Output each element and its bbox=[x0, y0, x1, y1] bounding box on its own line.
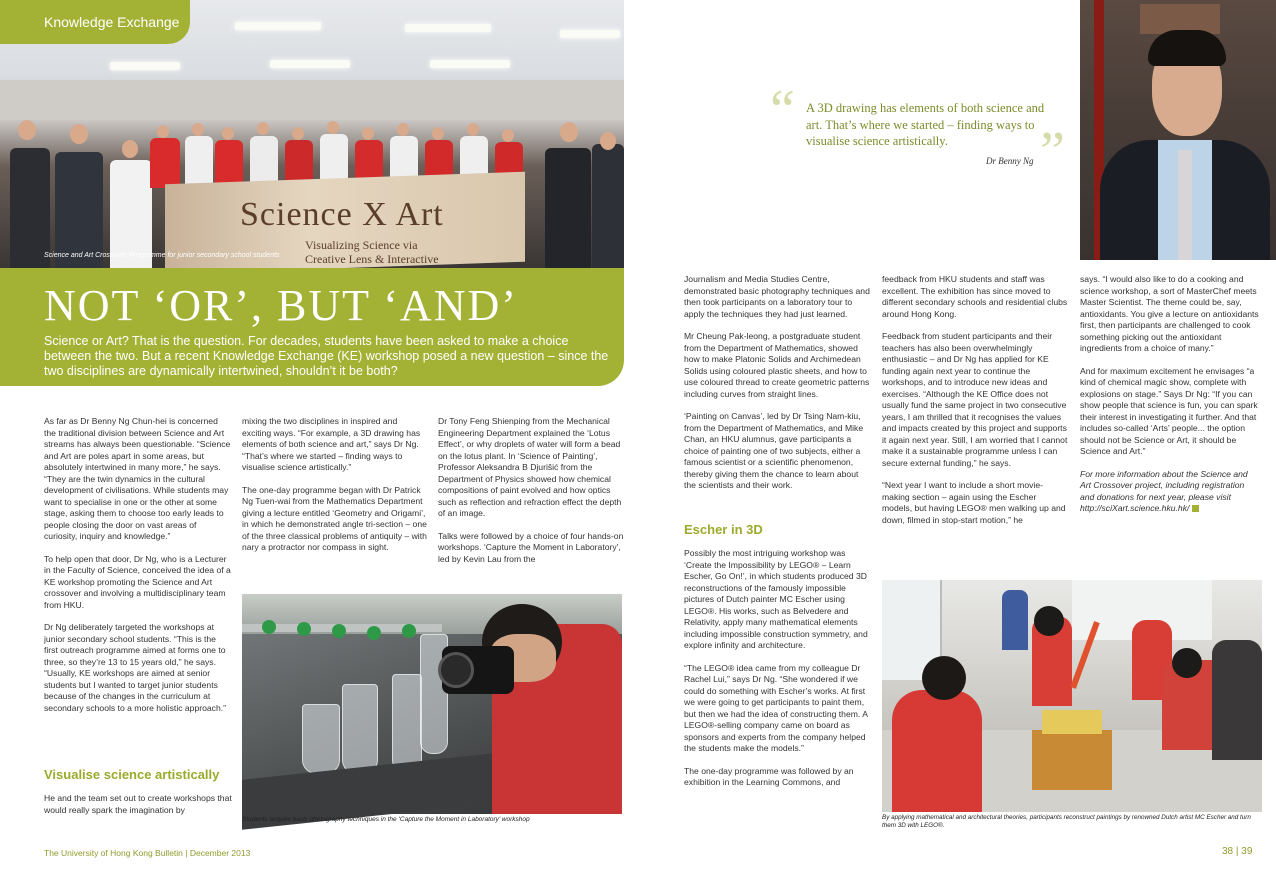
paragraph: Dr Tony Feng Shienping from the Mechanical Engineering Department explained the ‘Lotus Effect’, or why droplets of water will form a bead on the lotus plant. In ‘Science of Painting’, Professor Aleksandra B Djurišić from the Department of Physics showed how chemical compositions of paint evolved and how optics such as reflection and refraction effect the depth of an image. bbox=[438, 416, 622, 518]
page-numbers: 38 | 39 bbox=[1222, 846, 1253, 857]
pull-quote-attribution: Dr Benny Ng bbox=[986, 156, 1034, 166]
lab-photo bbox=[242, 594, 622, 814]
pull-quote: A 3D drawing has elements of both science and art. That’s where we started – finding ways to visualise science artistically. bbox=[806, 101, 1045, 148]
body-column-5 bbox=[882, 274, 1068, 537]
body-column-1 bbox=[44, 416, 232, 725]
lego-workshop-photo bbox=[882, 580, 1262, 812]
paragraph: “Next year I want to include a short movie-making section – again using the Escher models, but having LEGO® men walking up and down, filmed in stop-start motion,” he bbox=[882, 480, 1066, 525]
article-standfirst: Science or Art? That is the question. For decades, students have been asked to make a choice between the two. But a recent Knowledge Exchange (KE) workshop posed a new question – since the two disciplines are dynamically intertwined, shouldn’t it be both? bbox=[44, 334, 609, 378]
paragraph: And for maximum excitement he envisages “a kind of chemical magic show, complete with explosions on stage.” Says Dr Ng: “If you can show people that science is fun, you can spark their interest in investigating it further. And that includes so-called ‘Arts’ people... the option should not be Science or Art, it should be Science and Art.” bbox=[1080, 365, 1258, 456]
lego-workshop-caption: By applying mathematical and architectural theories, participants reconstruct paintings by renowned Dutch artist MC Escher and turn them 3D with LEGO®. bbox=[882, 814, 1251, 829]
paragraph: Talks were followed by a choice of four hands-on workshops. ‘Capture the Moment in Laboratory’, led by Kevin Lau from the bbox=[438, 530, 624, 564]
body-column-4b bbox=[684, 548, 870, 800]
paragraph: feedback from HKU students and staff was excellent. The exhibition has since moved to different secondary schools and residential clubs around Hong Kong. bbox=[882, 274, 1068, 319]
body-column-6 bbox=[1080, 274, 1260, 526]
paragraph: Dr Ng deliberately targeted the workshops at junior secondary school students. “This is the first outreach programme aimed at forms one to three, so they’re 13 to 15 years old,” he says. “Usually, KE workshops are aimed at senior students but I wanted to target junior students because of the changes in the curriculum at secondary schools to a more holistic approach.” bbox=[44, 622, 226, 713]
banner-title: Science X Art bbox=[240, 196, 444, 233]
end-mark-icon bbox=[1192, 505, 1199, 512]
paragraph: Possibly the most intriguing workshop was ‘Create the Impossibility by LEGO® – Learn Escher, Go On!’, in which students produced 3D reconstructions of the famously impossible pictures of Dutch painter MC Escher using LEGO®. His works, such as Belvedere and Relativity, apply many mathematical elements including impossible construction symmetry, and explore infinity and architecture. bbox=[684, 548, 868, 650]
article-headline: NOT ‘OR’, BUT ‘AND’ bbox=[44, 281, 518, 330]
subheading-escher: Escher in 3D bbox=[684, 522, 763, 537]
section-tab-label: Knowledge Exchange bbox=[44, 14, 180, 30]
paragraph: He and the team set out to create workshops that would really spark the imagination by bbox=[44, 793, 232, 815]
subheading-visualise: Visualise science artistically bbox=[44, 767, 220, 782]
paragraph: Mr Cheung Pak-leong, a postgraduate student from the Department of Mathematics, showed how to make Platonic Solids and Archimedean Solids using coloured plastic sheets, and how to use coloured thread to create geometric patterns including curves from straight lines. bbox=[684, 331, 870, 399]
body-column-2 bbox=[242, 416, 428, 565]
paragraph: “The LEGO® idea came from my colleague Dr Rachel Lui,” says Dr Ng. “She wondered if we could do something with Escher’s works. At first we were going to get participants to paint them, but then we had the idea of constructing them. A LEGO®-selling company came on board as sponsors and experts from the company helped the students make the models.” bbox=[684, 662, 868, 753]
paragraph: The one-day programme was followed by an exhibition in the Learning Commons, and bbox=[684, 765, 854, 787]
paragraph: ‘Painting on Canvas’, led by Dr Tsing Nam-kiu, from the Department of Mathematics, and Mike Chan, an HKU alumnus, gave participants a choice of painting one of two subjects, either a famous scientist or a scientific phenomenon, thereby giving them the chance to learn about the scientists and their work. bbox=[684, 411, 864, 490]
body-column-4 bbox=[684, 274, 870, 503]
footer-publication: The University of Hong Kong Bulletin | December 2013 bbox=[44, 848, 251, 858]
paragraph: Feedback from student participants and their teachers has also been overwhelmingly enthusiastic – and Dr Ng has applied for KE funding again next year to continue the workshops, and to introduce new ideas and exercises. “Although the KE Office does not usually fund the same project in two consecutive years, I am thrilled that it recognises the values and impacts created by this project and supports it again next year. Still, I am worried that I cannot make it a sustainable programme unless I can secure external funding,” he says. bbox=[882, 331, 1068, 468]
paragraph: Journalism and Media Studies Centre, demonstrated basic photography techniques and then took participants on a laboratory tour to apply the techniques they had just learned. bbox=[684, 274, 870, 319]
quote-close-icon: ” bbox=[1040, 121, 1065, 183]
paragraph: says. “I would also like to do a cooking and science workshop, a sort of MasterChef meets Master Scientist. The theme could be, say, antioxidants. You give a lecture on antioxidants first, then participants are challenged to cook something picking out the antioxidant ingredients from a choice of many.” bbox=[1080, 274, 1259, 353]
paragraph: mixing the two disciplines in inspired and exciting ways. “For example, a 3D drawing has elements of both science and art,” says Dr Ng. “That’s where we started – finding ways to visualise science artistically.” bbox=[242, 416, 421, 472]
more-info-note: For more information about the Science and Art Crossover project, including registration and donations for next year, please visit http://sciXart.science.hku.hk/ bbox=[1080, 468, 1248, 513]
body-column-1-end bbox=[44, 793, 232, 827]
banner-subtitle: Visualizing Science via Creative Lens & Interactive bbox=[305, 238, 439, 266]
portrait-photo bbox=[1080, 0, 1276, 260]
quote-open-icon: “ bbox=[770, 79, 795, 141]
hero-caption: Science and Art Crossover Programme for junior secondary school students bbox=[44, 252, 280, 259]
paragraph: To help open that door, Dr Ng, who is a Lecturer in the Faculty of Science, conceived the idea of a KE workshop promoting the Science and Art crossover and involving a multidisciplinary team from HKU. bbox=[44, 553, 231, 610]
body-column-3 bbox=[438, 416, 624, 576]
paragraph: As far as Dr Benny Ng Chun-hei is concerned the traditional division between Science and Art streams has always been questionable. “Science and Art are poles apart in some areas, but absolutely intertwined in many more,” he says. “They are the twin dynamics in the cultural development of civilisations. While students may want to specialise in one or the other at some stage, asking them to choose too early leads to people closing the door on vast areas of curiosity, inquiry and knowledge.” bbox=[44, 416, 231, 541]
paragraph: The one-day programme began with Dr Patrick Ng Tuen-wai from the Mathematics Department giving a lecture entitled ‘Geometry and Origami’, in which he demonstrated angle tri-section – one of the three classical problems of antiquity – with nary a protractor nor compass in sight. bbox=[242, 484, 427, 552]
lab-photo-caption: Students acquire basic photography techniques in the ‘Capture the Moment in Laboratory’ workshop bbox=[242, 816, 530, 823]
